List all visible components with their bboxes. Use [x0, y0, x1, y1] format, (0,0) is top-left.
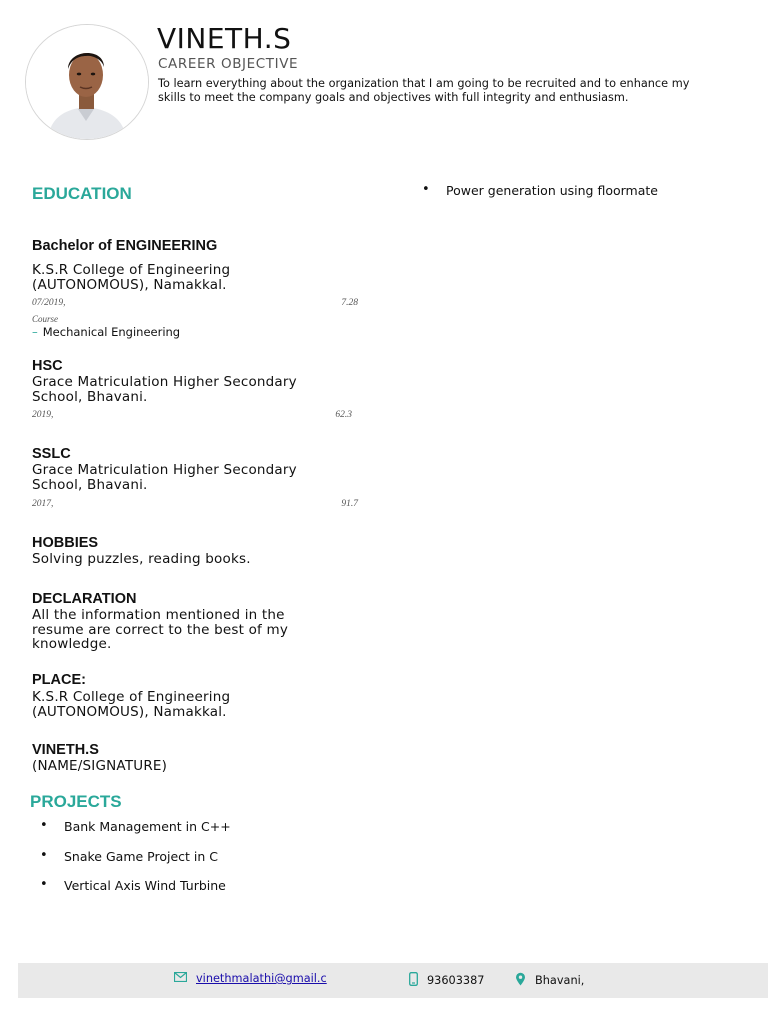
- phone-icon: [409, 972, 418, 989]
- email-icon: [174, 972, 187, 985]
- footer-email: [174, 972, 327, 985]
- location-pin-icon: [515, 972, 526, 989]
- hsc-title: HSC: [32, 358, 63, 374]
- sslc-institution: Grace Matriculation Higher Secondary School, Bhavani.: [32, 462, 297, 493]
- phone-number: 93603387: [427, 974, 485, 987]
- degree-date: 07/2019,: [32, 298, 66, 308]
- degree-score: 7.28: [341, 298, 358, 308]
- right-column-item: • Power generation using floormate: [414, 183, 734, 213]
- course-line: [32, 325, 180, 339]
- signature-name: VINETH.S: [32, 742, 99, 758]
- education-heading: EDUCATION: [32, 184, 132, 203]
- hsc-score: 62.3: [335, 410, 352, 420]
- place-heading: PLACE:: [32, 672, 86, 688]
- footer-location: [515, 972, 584, 989]
- location-text: Bhavani,: [535, 974, 585, 987]
- project-item: • Bank Management in C++: [32, 819, 352, 849]
- project-item: • Snake Game Project in C: [32, 849, 352, 879]
- place-text: K.S.R College of Engineering (AUTONOMOUS), Namakkal.: [32, 689, 231, 720]
- hsc-institution: Grace Matriculation Higher Secondary School, Bhavani.: [32, 374, 297, 405]
- candidate-name: VINETH.S: [157, 22, 292, 55]
- sslc-score: 91.7: [341, 499, 358, 509]
- profile-photo: [25, 24, 149, 140]
- course-label: Course: [32, 314, 59, 324]
- degree-title: Bachelor of ENGINEERING: [32, 238, 218, 254]
- project-item: • Vertical Axis Wind Turbine: [32, 878, 352, 908]
- career-objective-text: To learn everything about the organization that I am going to be recruited and to enhance my skills to meet the company goals and objectives with full integrity and enthusiasm.: [158, 77, 690, 104]
- email-link[interactable]: vinethmalathi@gmail.c: [196, 972, 327, 985]
- career-objective-heading: CAREER OBJECTIVE: [158, 56, 299, 72]
- right-column-list: [414, 183, 734, 213]
- course-name: Mechanical Engineering: [42, 325, 181, 339]
- declaration-text: All the information mentioned in the resume are correct to the best of my knowledge.: [32, 607, 289, 652]
- projects-list: [32, 819, 352, 908]
- projects-heading: PROJECTS: [30, 792, 122, 811]
- signature-label: (NAME/SIGNATURE): [32, 758, 168, 774]
- footer-phone: [409, 972, 485, 989]
- declaration-heading: DECLARATION: [32, 591, 137, 607]
- sslc-date: 2017,: [32, 499, 54, 509]
- course-dash: –: [32, 325, 38, 339]
- hobbies-text: Solving puzzles, reading books.: [32, 551, 251, 567]
- hsc-date: 2019,: [32, 410, 54, 420]
- contact-footer: [18, 963, 768, 998]
- degree-institution: K.S.R College of Engineering (AUTONOMOUS), Namakkal.: [32, 262, 231, 293]
- hobbies-heading: HOBBIES: [32, 535, 99, 551]
- sslc-title: SSLC: [32, 446, 71, 462]
